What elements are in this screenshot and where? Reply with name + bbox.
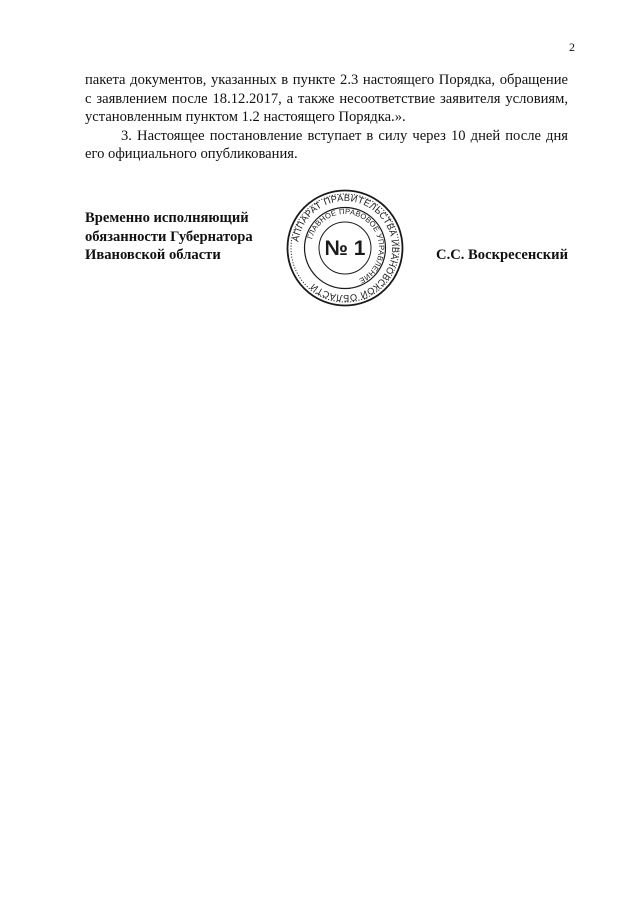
seal-outer-text: АППАРАТ ПРАВИТЕЛЬСТВА ИВАНОВСКОЙ ОБЛАСТИ [290, 192, 401, 304]
document-body [85, 71, 568, 164]
signer-title-line-3: Ивановской области [85, 247, 221, 263]
seal-inner-text: ГЛАВНОЕ ПРАВОВОЕ УПРАВЛЕНИЕ [305, 206, 387, 286]
clause-3-paragraph: 3. Настоящее постановление вступает в силу через 10 дней после дня его официального опубликования. [85, 127, 568, 162]
signer-title-line-2: обязанности Губернатора [85, 228, 253, 245]
signer-title-line-1: Временно исполняющий [85, 210, 249, 226]
continued-paragraph: пакета документов, указанных в пункте 2.3 настоящего Порядка, обращение с заявлением после 18.12.2017, а также несоответствие заявителя условиям, установленным пунктом 1.2 настоящего Порядка.». [85, 72, 568, 125]
seal-graphic [285, 188, 405, 308]
seal-number: № 1 [324, 237, 366, 260]
official-seal [285, 188, 405, 308]
signer-name: С.С. Воскресенский [436, 247, 568, 263]
signer-title [85, 209, 285, 265]
page-number: 2 [569, 40, 575, 54]
